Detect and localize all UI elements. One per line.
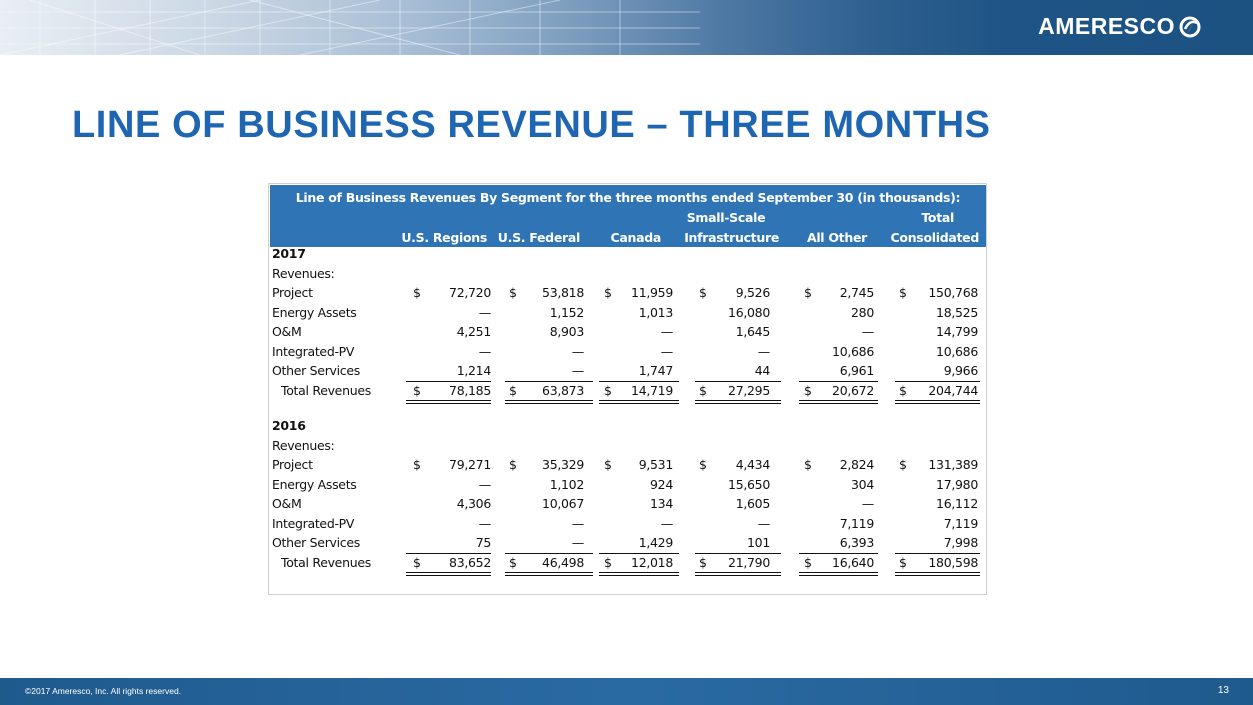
table-cell: — (660, 343, 673, 359)
col-header-us-regions: U.S. Regions (401, 230, 487, 245)
total-cell: 20,672 (832, 382, 874, 398)
table-cell: — (861, 496, 874, 511)
total-double-rule (799, 400, 878, 404)
table-cell: — (571, 343, 584, 359)
table-cell: 9,966 (943, 363, 978, 378)
currency-symbol: $ (604, 554, 612, 570)
currency-symbol: $ (804, 554, 812, 570)
slide-title: LINE OF BUSINESS REVENUE – THREE MONTHS (72, 104, 991, 146)
table-cell: — (757, 515, 770, 531)
table-header (270, 185, 986, 247)
table-cell: 10,686 (936, 343, 978, 359)
row-label: Project (272, 285, 313, 300)
table-cell: 35,329 (542, 457, 584, 472)
table-cell: 16,112 (936, 496, 978, 511)
subtotal-rule (406, 553, 491, 554)
total-cell: 27,295 (728, 382, 770, 398)
row-label: Project (272, 457, 313, 472)
currency-symbol: $ (699, 382, 707, 398)
table-cell: 101 (747, 535, 770, 550)
currency-symbol: $ (604, 382, 612, 398)
col-header-small-scale-line1: Small-Scale (686, 210, 766, 225)
col-header-small-scale-line2: Infrastructure (684, 230, 779, 245)
table-cell: 1,013 (638, 304, 673, 320)
table-cell: — (660, 515, 673, 531)
table-cell: 8,903 (549, 324, 584, 339)
total-cell: 63,873 (542, 382, 584, 398)
row-label: O&M (272, 324, 302, 339)
table-cell: 10,067 (542, 496, 584, 511)
table-caption: Line of Business Revenues By Segment for the three months ended September 30 (in thousands): (295, 190, 961, 205)
table-cell: 304 (851, 476, 874, 492)
table-cell: — (478, 343, 491, 359)
subtotal-rule (799, 553, 878, 554)
total-cell: 180,598 (928, 554, 978, 570)
table-cell: 2,824 (839, 457, 874, 472)
table-cell: 9,531 (638, 457, 673, 472)
currency-symbol: $ (699, 285, 707, 300)
subtotal-rule (505, 553, 593, 554)
col-header-total-line2: Consolidated (890, 230, 979, 245)
subtotal-rule (895, 553, 980, 554)
table-cell: 4,306 (456, 496, 491, 511)
currency-symbol: $ (699, 457, 707, 472)
currency-symbol: $ (804, 457, 812, 472)
currency-symbol: $ (413, 457, 421, 472)
currency-symbol: $ (899, 285, 907, 300)
row-label: Other Services (272, 535, 360, 550)
total-cell: 12,018 (631, 554, 673, 570)
total-revenues-label: Total Revenues (281, 382, 371, 398)
table-cell: 1,152 (549, 304, 584, 320)
logo-text: AMERESCO (1038, 13, 1175, 39)
table-cell: 9,526 (735, 285, 770, 300)
table-cell: 131,389 (928, 457, 978, 472)
table-cell: 6,961 (839, 363, 874, 378)
total-double-rule (505, 572, 593, 576)
subtotal-rule (695, 553, 781, 554)
table-cell: — (757, 343, 770, 359)
currency-symbol: $ (899, 382, 907, 398)
currency-symbol: $ (899, 554, 907, 570)
table-cell: 6,393 (839, 535, 874, 550)
total-double-rule (406, 400, 491, 404)
table-cell: — (478, 304, 491, 320)
table-cell: — (478, 515, 491, 531)
table-cell: 2,745 (839, 285, 874, 300)
revenues-label: Revenues: (272, 437, 335, 453)
subtotal-rule (599, 381, 679, 382)
table-cell: 7,119 (839, 515, 874, 531)
header-banner (0, 0, 1253, 55)
currency-symbol: $ (509, 457, 517, 472)
currency-symbol: $ (804, 285, 812, 300)
row-label: O&M (272, 496, 302, 511)
total-double-rule (599, 572, 679, 576)
revenues-label: Revenues: (272, 265, 335, 281)
ameresco-logo (1038, 13, 1203, 40)
col-header-canada: Canada (610, 230, 661, 245)
copyright-text: ©2017 Ameresco, Inc. All rights reserved. (25, 686, 182, 696)
table-cell: 53,818 (542, 285, 584, 300)
currency-symbol: $ (509, 285, 517, 300)
table-cell: — (478, 476, 491, 492)
table-cell: 44 (754, 363, 770, 378)
total-double-rule (505, 400, 593, 404)
total-cell: 204,744 (928, 382, 978, 398)
row-label: Energy Assets (272, 476, 357, 492)
currency-symbol: $ (604, 457, 612, 472)
total-double-rule (695, 572, 781, 576)
col-header-us-federal: U.S. Federal (497, 230, 580, 245)
table-cell: 1,645 (735, 324, 770, 339)
subtotal-rule (406, 381, 491, 382)
revenue-table (268, 183, 987, 595)
table-cell: — (861, 324, 874, 339)
currency-symbol: $ (509, 382, 517, 398)
logo-swirl-icon (1177, 15, 1203, 39)
row-label: Integrated-PV (272, 515, 355, 531)
table-cell: 280 (851, 304, 874, 320)
table-cell: 4,251 (456, 324, 491, 339)
table-cell: 1,102 (549, 476, 584, 492)
currency-symbol: $ (413, 554, 421, 570)
currency-symbol: $ (509, 554, 517, 570)
total-cell: 83,652 (449, 554, 491, 570)
total-cell: 16,640 (832, 554, 874, 570)
subtotal-rule (895, 381, 980, 382)
currency-symbol: $ (413, 382, 421, 398)
table-cell: 134 (650, 496, 673, 511)
total-cell: 46,498 (542, 554, 584, 570)
col-header-total-line1: Total (921, 210, 954, 225)
row-label: Other Services (272, 363, 360, 378)
table-cell: 7,998 (943, 535, 978, 550)
row-label: Energy Assets (272, 304, 357, 320)
table-cell: 1,214 (456, 363, 491, 378)
year-label: 2017 (272, 246, 306, 261)
col-header-all-other: All Other (806, 230, 867, 245)
table-cell: 7,119 (943, 515, 978, 531)
table-cell: 14,799 (936, 324, 978, 339)
subtotal-rule (599, 553, 679, 554)
table-cell: — (660, 324, 673, 339)
table-cell: 4,434 (735, 457, 770, 472)
table-cell: — (571, 363, 584, 378)
currency-symbol: $ (413, 285, 421, 300)
table-cell: 150,768 (928, 285, 978, 300)
total-double-rule (406, 572, 491, 576)
table-cell: 10,686 (832, 343, 874, 359)
total-double-rule (895, 572, 980, 576)
currency-symbol: $ (699, 554, 707, 570)
table-cell: 75 (475, 535, 491, 550)
table-cell: 1,429 (638, 535, 673, 550)
table-cell: 11,959 (631, 285, 673, 300)
total-revenues-label: Total Revenues (281, 554, 371, 570)
table-cell: 924 (650, 476, 673, 492)
table-cell: 18,525 (936, 304, 978, 320)
footer-bar (0, 678, 1253, 705)
table-cell: 72,720 (449, 285, 491, 300)
total-cell: 21,790 (728, 554, 770, 570)
total-cell: 14,719 (631, 382, 673, 398)
currency-symbol: $ (604, 285, 612, 300)
total-double-rule (895, 400, 980, 404)
subtotal-rule (695, 381, 781, 382)
year-label: 2016 (272, 418, 306, 433)
total-double-rule (599, 400, 679, 404)
total-cell: 78,185 (449, 382, 491, 398)
table-cell: 1,605 (735, 496, 770, 511)
subtotal-rule (799, 381, 878, 382)
table-cell: 16,080 (728, 304, 770, 320)
total-double-rule (799, 572, 878, 576)
table-cell: 79,271 (449, 457, 491, 472)
table-cell: 1,747 (638, 363, 673, 378)
table-cell: — (571, 515, 584, 531)
table-cell: 15,650 (728, 476, 770, 492)
table-cell: 17,980 (936, 476, 978, 492)
row-label: Integrated-PV (272, 343, 355, 359)
table-cell: — (571, 535, 584, 550)
currency-symbol: $ (804, 382, 812, 398)
currency-symbol: $ (899, 457, 907, 472)
total-double-rule (695, 400, 781, 404)
subtotal-rule (505, 381, 593, 382)
page-number: 13 (1217, 685, 1229, 696)
